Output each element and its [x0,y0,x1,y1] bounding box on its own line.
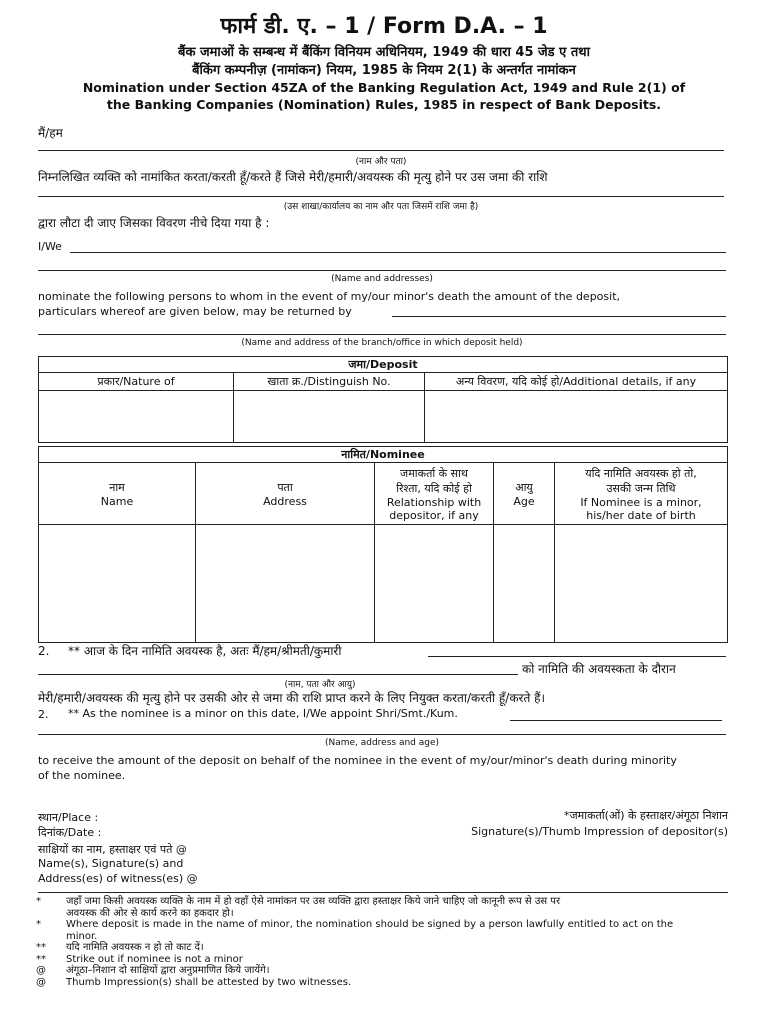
hindi-heading-line-2: बैंकिंग कम्पनीज़ (नामांकन) नियम, 1985 के नियम 2(1) के अन्तर्गत नामांकन [192,63,576,78]
footnote-mark: * [36,896,41,907]
footnote-item [36,977,728,989]
english-i-we-label: I/We [38,240,62,253]
nominee-col-dob-hi1: यदि नामिति अवयस्क हो तो, [585,466,697,480]
nominee-col-rel-en1: Relationship with [386,495,482,509]
footnote-mark: ** [36,953,46,965]
nominee-cell-relationship[interactable] [375,525,494,643]
hindi-name-field[interactable] [38,150,724,151]
footnote-mark: @ [36,976,46,988]
depositor-signature-hi: *जमाकर्ता(ओं) के हस्ताक्षर/अंगूठा निशान [564,809,728,822]
hindi-i-we-label: मैं/हम [38,126,63,140]
date-label: दिनांक/Date : [38,826,102,839]
footnote-text: जहाँ जमा किसी अवयस्क व्यक्ति के नाम में हो वहाँ ऐसे नामांकन पर उस व्यक्ति द्वारा हस्ताक्षर किये जाने चाहिए जो कानूनी रूप से उस पर [66,896,561,907]
hindi-branch-caption: (उस शाखा/कार्यालय का नाम और पता जिसमें राशि जमा है) [283,202,479,212]
minor-english-number: 2. [38,708,49,721]
form-title: फार्म डी. ए. – 1 / Form D.A. – 1 [220,14,548,39]
witness-label-en-1: Name(s), Signature(s) and [38,857,184,870]
english-heading-line-2: the Banking Companies (Nomination) Rules, 1985 in respect of Bank Deposits. [106,97,662,112]
english-i-we-field[interactable] [70,252,726,253]
footnote-text: अंगूठा–निशान दो साक्षियों द्वारा अनुप्रमाणित किये जायेंगे। [66,965,270,976]
english-heading-line-1: Nomination under Section 45ZA of the Banking Regulation Act, 1949 and Rule 2(1) of [82,80,686,95]
deposit-col-additional: अन्य विवरण, यदि कोई हो/Additional details, if any [425,373,728,391]
nominee-col-dob-en1: If Nominee is a minor, [580,495,702,509]
minor-hindi-line-1: ** आज के दिन नामिति अवयस्क है, अतः मैं/हम/श्रीमती/कुमारी [68,644,342,658]
nominee-col-name [39,463,196,525]
footnote-item [36,908,728,920]
footnote-mark: * [36,919,41,930]
footnotes [36,896,728,988]
minor-hindi-caption: (नाम, पता और आयु) [284,680,356,690]
nominee-col-address [196,463,375,525]
footnote-text: Thumb Impression(s) shall be attested by two witnesses. [66,976,352,988]
minor-english-line-3: of the nominee. [38,769,126,782]
nominee-cell-address[interactable] [196,525,375,643]
hindi-heading-line-1: बैंक जमाओं के सम्बन्ध में बैंकिंग विनियम अधिनियम, 1949 की धारा 45 जेड ए तथा [178,45,590,60]
footnote-item [36,965,728,977]
english-nominate-line-2: particulars whereof are given below, may be returned by [38,305,352,318]
witness-label-hi: साक्षियों का नाम, हस्ताक्षर एवं पते @ [38,843,187,856]
nominee-col-relationship [375,463,494,525]
minor-english-appointee-field[interactable] [510,720,722,721]
minor-english-caption: (Name, address and age) [324,738,440,748]
deposit-col-account: खाता क्र./Distinguish No. [234,373,425,391]
nominee-table [38,446,728,643]
footnote-divider [38,892,728,893]
deposit-heading: जमा/Deposit [39,357,728,373]
depositor-signature-en: Signature(s)/Thumb Impression of depositor(s) [471,825,728,838]
english-branch-field[interactable] [38,334,726,335]
english-nominate-line-1: nominate the following persons to whom in the event of my/our minor's death the amount of the deposit, [38,290,621,303]
hindi-branch-field[interactable] [38,196,724,197]
deposit-col-nature: प्रकार/Nature of [39,373,234,391]
footnote-mark [36,908,66,920]
nominee-cell-dob[interactable] [555,525,728,643]
nominee-col-age-en: Age [513,494,535,508]
minor-hindi-line-2: को नामिति की अवयस्कता के दौरान [522,662,676,676]
nominee-col-address-en: Address [263,494,307,508]
deposit-table [38,356,728,443]
nominee-col-name-en: Name [100,494,134,508]
footnote-item [36,931,728,943]
minor-hindi-appointee-field-2[interactable] [38,674,518,675]
deposit-cell-nature[interactable] [39,391,234,443]
footnote-text: अवयस्क की ओर से कार्य करने का हकदार हो। [66,907,234,919]
hindi-name-caption: (नाम और पता) [355,157,407,167]
nominee-col-dob [555,463,728,525]
nominee-col-rel-hi1: जमाकर्ता के साथ [400,466,468,480]
nominee-heading: नामित/Nominee [39,447,728,463]
english-returned-by-field[interactable] [392,316,726,317]
minor-hindi-number: 2. [38,644,50,658]
witness-label-en-2: Address(es) of witness(es) @ [38,872,198,885]
nominee-col-rel-hi2: रिश्ता, यदि कोई हो [396,481,472,495]
nominee-col-age-hi: आयु [515,480,533,494]
minor-english-line-2: to receive the amount of the deposit on behalf of the nominee in the event of my/our/minor's death during minority [38,754,677,767]
english-name-caption: (Name and addresses) [331,274,433,284]
nominee-col-address-hi: पता [277,480,293,494]
footnote-text: यदि नामिति अवयस्क न हो तो काट दें। [66,942,204,953]
nominee-col-dob-hi2: उसकी जन्म तिथि [606,481,676,495]
footnote-mark: @ [36,965,46,976]
minor-english-line-1: ** As the nominee is a minor on this date, I/We appoint Shri/Smt./Kum. [68,707,458,720]
footnote-item [36,942,728,954]
hindi-nominate-text: निम्नलिखित व्यक्ति को नामांकित करता/करती हूँ/करते हैं जिसे मेरी/हमारी/अवयस्क की मृत्यु होने पर उस जमा की राशि [38,170,548,184]
minor-hindi-appointee-field[interactable] [428,656,726,657]
nominee-cell-name[interactable] [39,525,196,643]
footnote-text: Where deposit is made in the name of minor, the nomination should be signed by a person lawfully entitled to act on the [66,919,674,930]
hindi-returned-text: द्वारा लौटा दी जाए जिसका विवरण नीचे दिया गया है : [38,216,270,230]
minor-english-appointee-field-2[interactable] [38,734,726,735]
deposit-cell-additional[interactable] [425,391,728,443]
place-label: स्थान/Place : [38,811,99,824]
nominee-col-name-hi: नाम [109,480,125,494]
deposit-cell-account[interactable] [234,391,425,443]
english-name-field[interactable] [38,270,726,271]
footnote-item [36,896,728,908]
footnote-text: Strike out if nominee is not a minor [66,953,243,965]
footnote-item [36,919,728,931]
footnote-text: minor. [66,930,98,942]
nominee-col-rel-en2: depositor, if any [389,508,479,522]
footnote-mark: ** [36,942,46,953]
nominee-cell-age[interactable] [494,525,555,643]
nominee-col-dob-en2: his/her date of birth [586,508,696,522]
footnote-mark [36,931,66,943]
minor-hindi-line-3: मेरी/हमारी/अवयस्क की मृत्यु होने पर उसकी ओर से जमा की राशि प्राप्त करने के लिए नियुक्त करता/करती हूँ/करते हैं। [38,691,546,705]
english-branch-caption: (Name and address of the branch/office in which deposit held) [241,338,523,348]
nominee-col-age [494,463,555,525]
footnote-item [36,954,728,966]
